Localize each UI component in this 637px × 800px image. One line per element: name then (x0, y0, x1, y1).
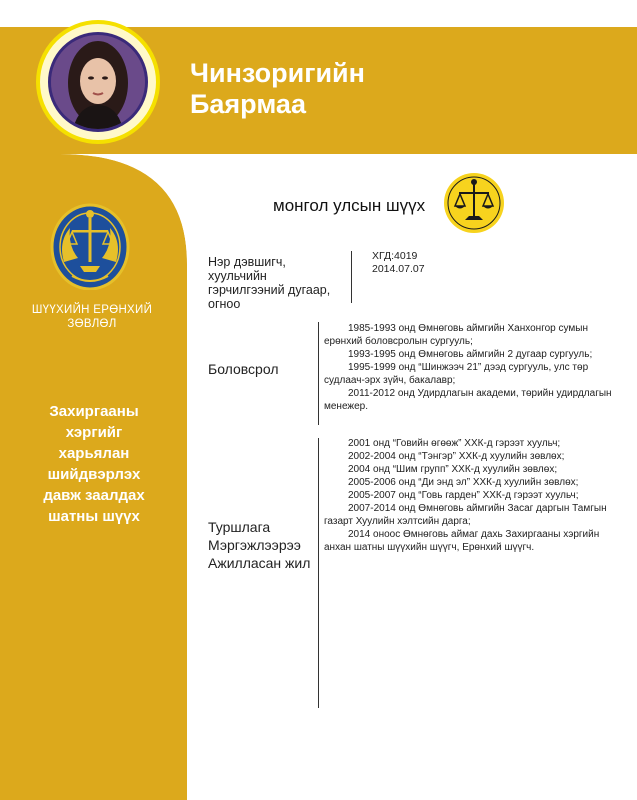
experience-item: 2014 оноос Өмнөговь аймаг дахь Захиргааны хэргийн анхан шатны шүүхийн шүүгч, Ерөнхий шүүгч. (324, 529, 600, 553)
experience-item: 2002-2004 онд “Тэнгэр” ХХК-д хуулийн зөвлөх; (348, 451, 565, 462)
experience-item: 2004 онд “Шим групп” ХХК-д хуулийн зөвлөх; (348, 464, 558, 475)
experience-item: 2001 онд “Говийн өгөөж” ХХК-д гэрээт хуульч; (348, 438, 561, 449)
license-number: ХГД:4019 (372, 250, 418, 262)
license-label (208, 255, 330, 311)
divider-line (318, 438, 319, 708)
council-line2: ЗӨВЛӨЛ (67, 318, 117, 330)
license-label-line2: хуульчийн (208, 269, 267, 283)
name-line2: Баярмаа (190, 89, 306, 119)
license-label-line1: Нэр дэвшигч, (208, 255, 286, 269)
experience-label-line1: Туршлага (208, 519, 271, 535)
portrait-image (48, 32, 148, 132)
court-title: монгол улсын шүүх (273, 196, 426, 215)
council-line1: ШҮҮХИЙН ЕРӨНХИЙ (31, 304, 153, 316)
education-item: 1993-1995 онд Өмнөговь аймгийн 2 дугаар сургууль; (348, 349, 593, 360)
court-scales-emblem-icon (443, 172, 505, 234)
education-list (324, 322, 620, 413)
name-line1: Чинзоригийн (190, 58, 365, 88)
divider-line (351, 251, 352, 303)
experience-label-line3: Ажилласан жил (208, 555, 311, 571)
candidate-name (190, 58, 365, 120)
experience-item: 2005-2007 онд “Говь гарден” ХХК-д гэрээт хуульч; (348, 490, 579, 501)
education-label: Боловсрол (208, 361, 279, 377)
education-item: 2011-2012 онд Удирдлагын академи, төрийн удирдлагын менежер. (324, 388, 612, 412)
judicial-council-label (30, 303, 154, 331)
avatar (36, 20, 160, 144)
education-item: 1985-1993 онд Өмнөговь аймгийн Ханхонгор сумын ерөнхий боловсролын сургууль; (324, 323, 588, 347)
court-type: Захиргааны хэргийг харьялан шийдвэрлэх давж заалдах шатны шүүх (43, 403, 145, 525)
experience-item: 2005-2006 онд “Ди энд эл” ХХК-д хуулийн зөвлөх; (348, 477, 579, 488)
experience-list (324, 437, 620, 554)
education-item: 1995-1999 онд “Шинжээч 21” дээд сургууль, улс төр судлаач-эрх зүйч, бакалавр; (324, 362, 589, 386)
experience-label-line2: Мэргэжлээрээ (208, 537, 301, 553)
license-date: 2014.07.07 (372, 263, 425, 275)
license-label-line4: огноо (208, 297, 241, 311)
license-label-line3: гэрчилгээний дугаар, (208, 283, 331, 297)
divider-line (318, 322, 319, 425)
experience-label (208, 518, 310, 572)
experience-item: 2007-2014 онд Өмнөговь аймгийн Засаг даргын Тамгын газарт Хуулийн хэлтсийн дарга; (324, 503, 607, 527)
judicial-council-emblem-icon (50, 200, 130, 290)
